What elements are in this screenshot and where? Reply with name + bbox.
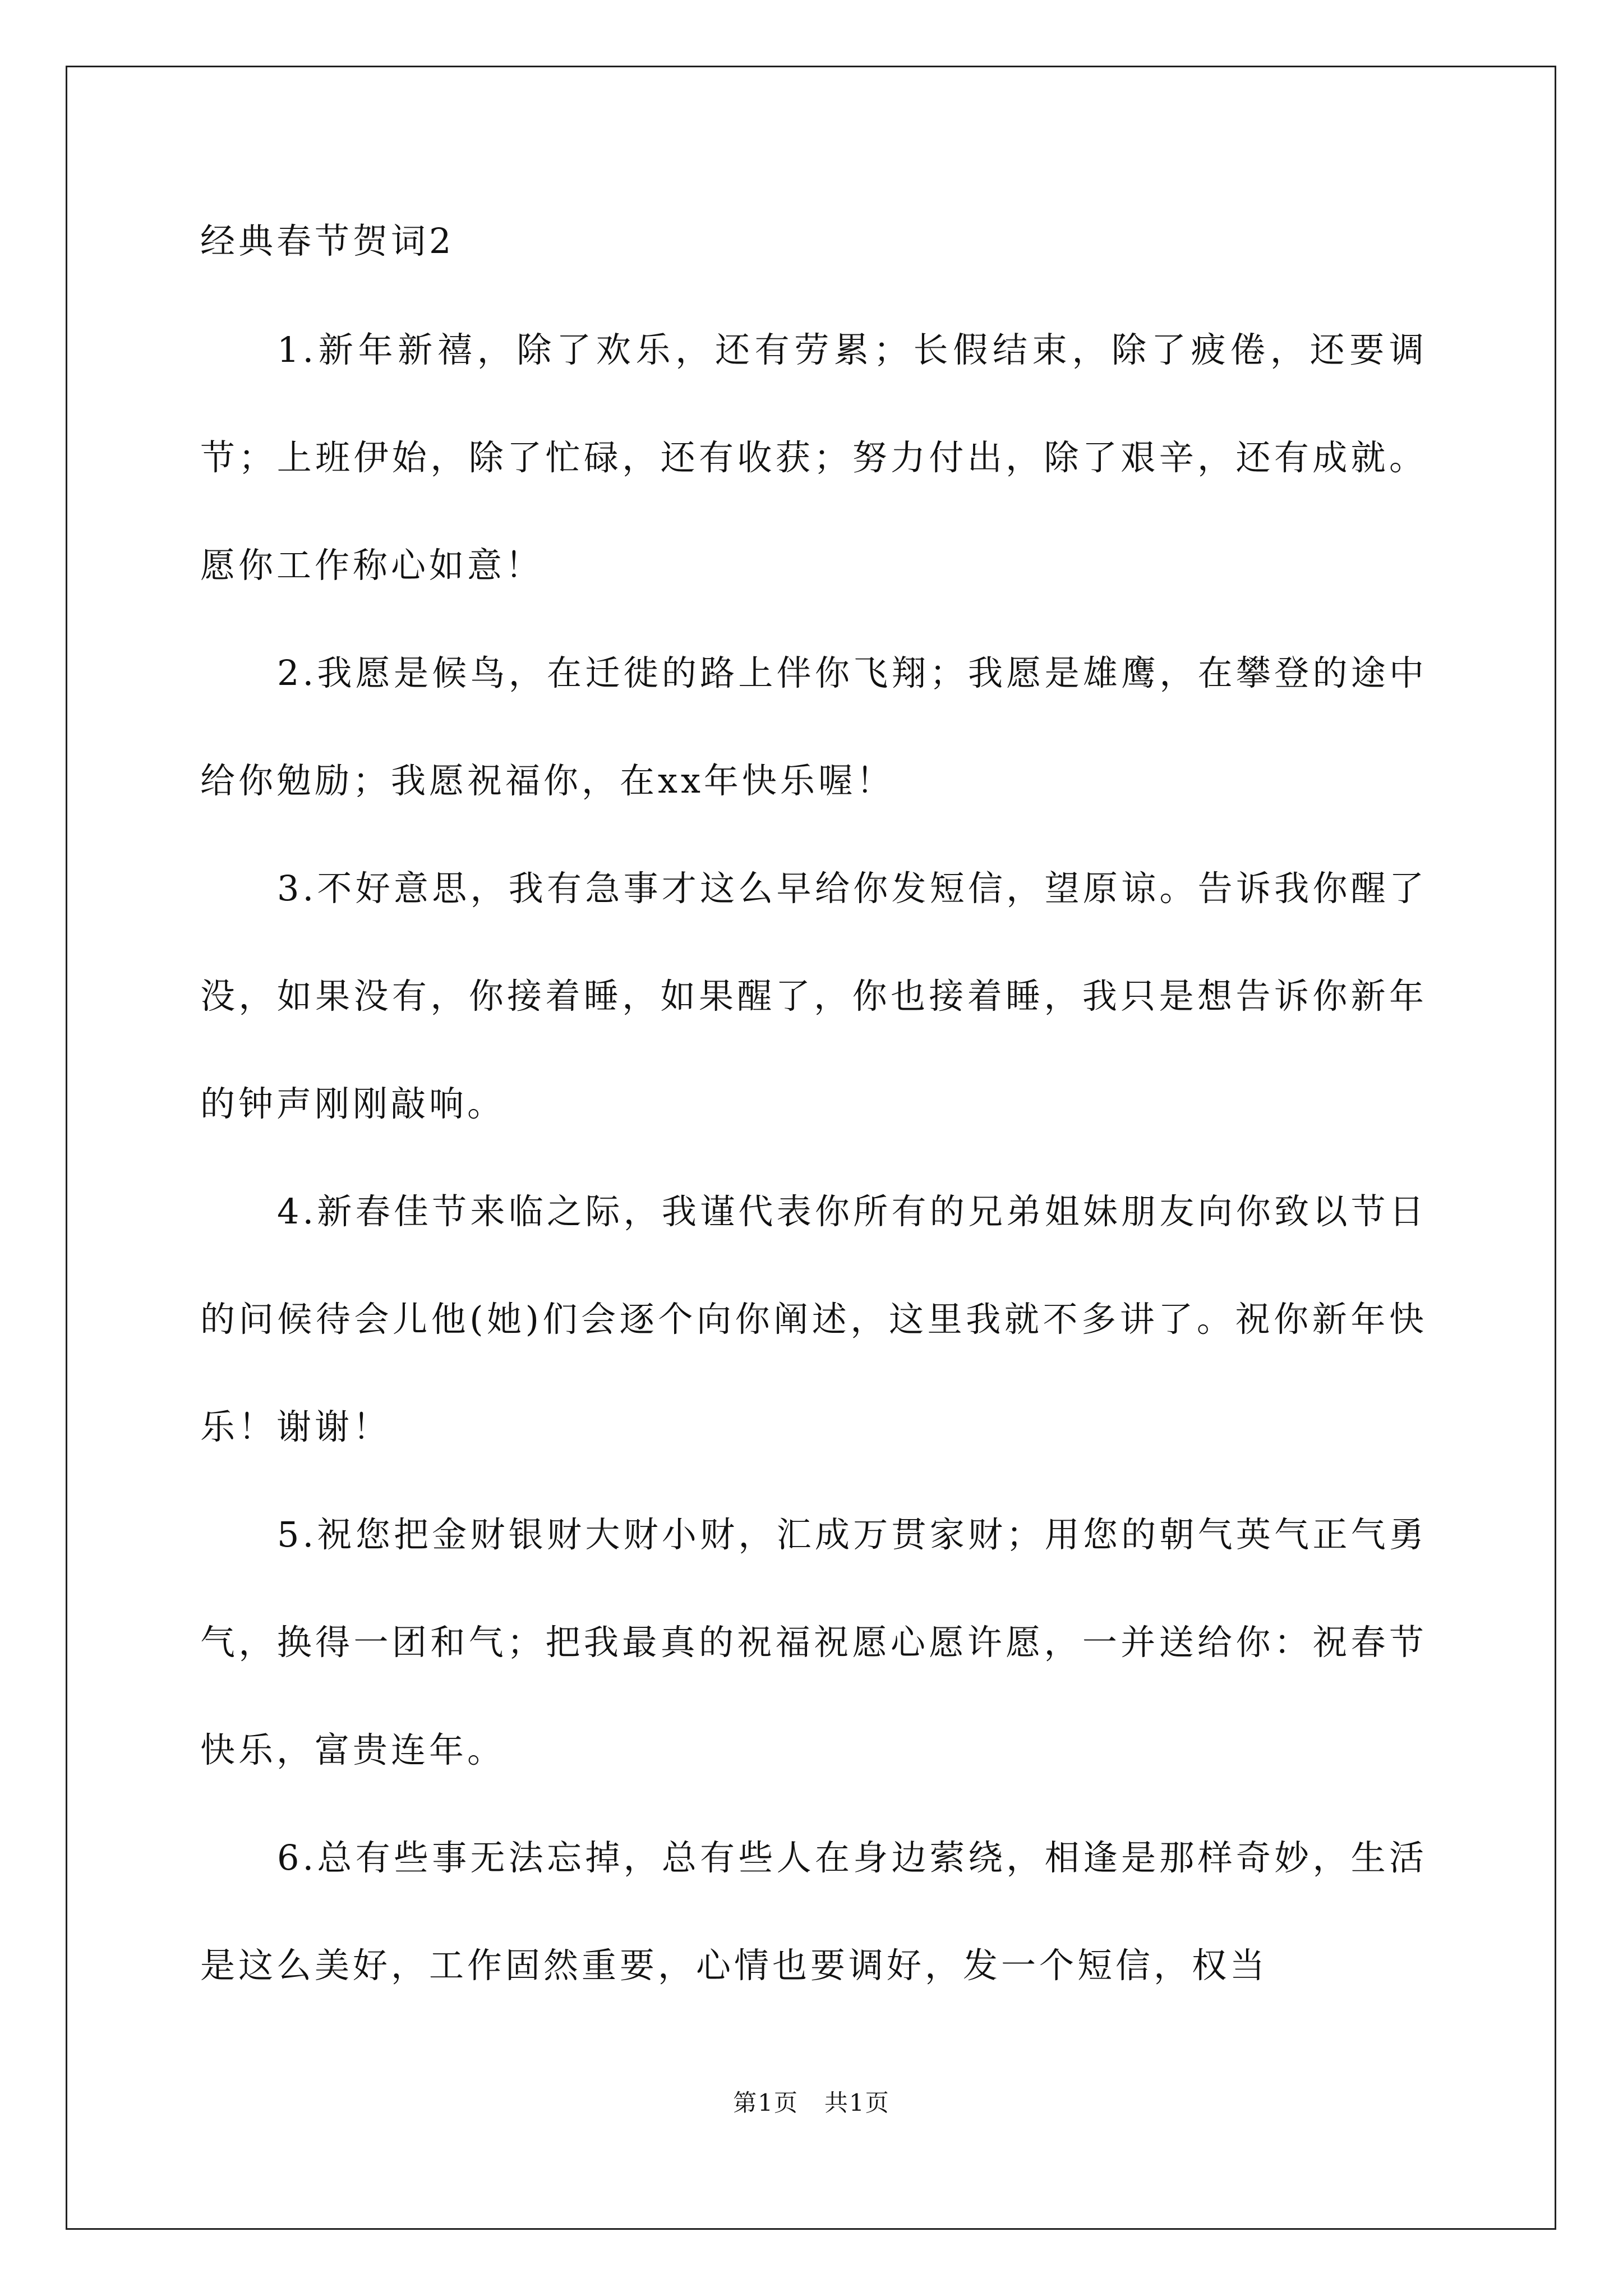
paragraph-3: 3.不好意思，我有急事才这么早给你发短信，望原谅。告诉我你醒了没，如果没有，你接着睡，如果醒了，你也接着睡，我只是想告诉你新年的钟声刚刚敲响。 (200, 868, 1427, 1124)
document-title: 经典春节贺词2 (200, 220, 455, 261)
paragraph-5: 5.祝您把金财银财大财小财，汇成万贯家财；用您的朝气英气正气勇气，换得一团和气；把我最真的祝福祝愿心愿许愿，一并送给你：祝春节快乐，富贵连年。 (200, 1514, 1427, 1770)
page-number-footer: 第1页 共1页 (733, 2089, 890, 2116)
paragraph-2: 2.我愿是候鸟，在迁徙的路上伴你飞翔；我愿是雄鹰，在攀登的途中给你勉励；我愿祝福你，在xx年快乐喔！ (200, 652, 1427, 801)
paragraph-1: 1.新年新禧，除了欢乐，还有劳累；长假结束，除了疲倦，还要调节；上班伊始，除了忙碌，还有收获；努力付出，除了艰辛，还有成就。愿你工作称心如意！ (200, 329, 1427, 586)
paragraph-4: 4.新春佳节来临之际，我谨代表你所有的兄弟姐妹朋友向你致以节日的问候待会儿他(她)们会逐个向你阐述，这里我就不多讲了。祝你新年快乐！谢谢！ (200, 1191, 1427, 1447)
document-body (200, 222, 1427, 2019)
paragraph-6: 6.总有些事无法忘掉，总有些人在身边萦绕，相逢是那样奇妙，生活是这么美好，工作固然重要，心情也要调好，发一个短信，权当 (200, 1837, 1427, 1986)
